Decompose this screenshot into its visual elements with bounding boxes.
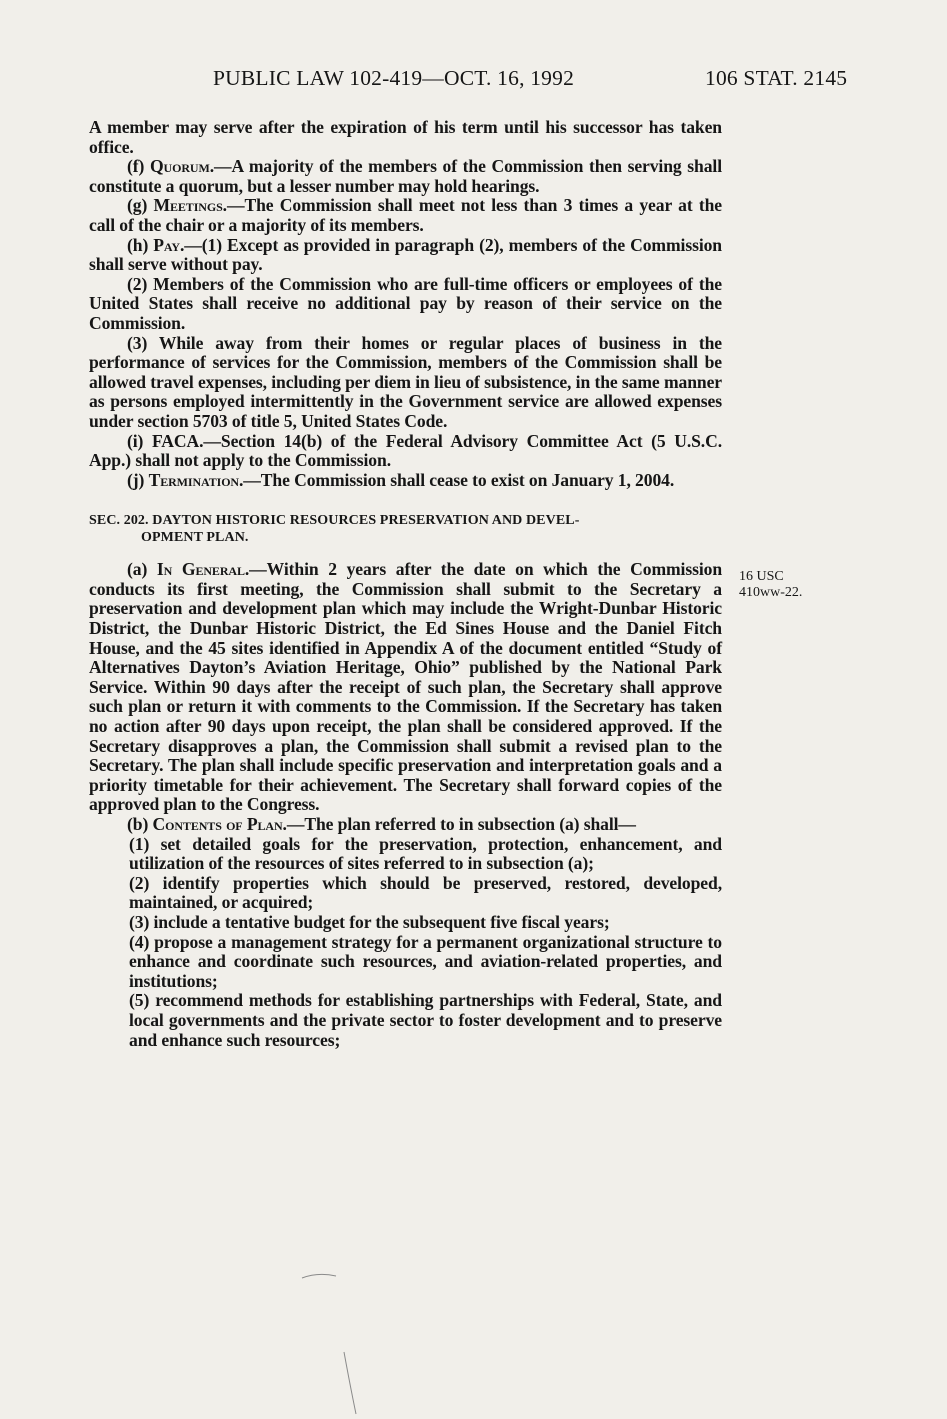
- paragraph-heading: Contents of Plan: [152, 814, 283, 834]
- scan-mark: [344, 1352, 356, 1414]
- section-heading-line1: SEC. 202. DAYTON HISTORIC RESOURCES PRESERVATION AND DEVEL-: [89, 513, 580, 529]
- paragraph-h3: (3) While away from their homes or regular places of business in the performance of services for the Commission, members of the Commission shall be allowed travel expenses, including per diem in lieu of subsistence, in the same manner as persons employed intermittently in the Government service are allowed expenses under section 5703 of title 5, United States Code.: [89, 332, 722, 431]
- paragraph-label: (j): [127, 469, 149, 490]
- page-header-title: PUBLIC LAW 102-419—OCT. 16, 1992: [213, 66, 575, 90]
- list-item: (1) set detailed goals for the preservation, protection, enhancement, and utilization of the resources of sites referred to in subsection (a);: [129, 833, 722, 874]
- paragraph-heading: Meetings: [153, 195, 223, 216]
- scan-mark: [302, 1274, 336, 1278]
- paragraph-text: .—The Commission shall meet not less than 3 times a year at the call of the chair or a majority of its members.: [89, 195, 722, 235]
- list-item: (2) identify properties which should be preserved, restored, developed, maintained, or acquired;: [129, 872, 722, 913]
- paragraph-label: (b): [127, 814, 153, 834]
- paragraph-text: .—(1) Except as provided in paragraph (2), members of the Commission shall serve without pay.: [89, 234, 722, 275]
- paragraph-heading: Quorum: [149, 156, 210, 177]
- paragraph-text: .—A majority of the members of the Commission then serving shall constitute a quorum, but a lesser number may hold hearings.: [89, 156, 722, 196]
- list-item: (4) propose a management strategy for a permanent organizational structure to enhance and coordinate such resources, and aviation-related properties, and institutions;: [129, 931, 722, 991]
- paragraph-label: (g): [127, 195, 154, 216]
- paragraph-text: .—The Commission shall cease to exist on January 1, 2004.: [239, 469, 675, 490]
- paragraph-member-term: A member may serve after the expiration of his term until his successor has taken office.: [89, 117, 722, 157]
- page-header-stat: 106 STAT. 2145: [705, 66, 848, 90]
- paragraph-heading: Termination: [148, 469, 239, 490]
- paragraph-text: .—The plan referred to in subsection (a) shall—: [282, 814, 636, 834]
- section-heading-line2: OPMENT PLAN.: [141, 530, 249, 546]
- list-item: (3) include a tentative budget for the subsequent five fiscal years;: [129, 911, 610, 932]
- paragraph-i-faca: (i) FACA.—Section 14(b) of the Federal Advisory Committee Act (5 U.S.C. App.) shall not apply to the Commission.: [89, 430, 722, 471]
- paragraph-label: (f): [127, 156, 150, 177]
- paragraph-label: (a): [127, 559, 157, 580]
- list-item: (5) recommend methods for establishing partnerships with Federal, State, and local governments and the private sector to foster development and to preserve and enhance such resources;: [129, 990, 722, 1050]
- paragraph-heading: Pay: [153, 234, 180, 255]
- paragraph-label: (h): [127, 234, 154, 255]
- margin-citation-line2: 410ww-22.: [739, 585, 803, 600]
- paragraph-h2: (2) Members of the Commission who are full-time officers or employees of the United States shall receive no additional pay by reason of their service on the Commission.: [89, 273, 722, 333]
- paragraph-text: .—Within 2 years after the date on which the Commission conducts its first meeting, the Commission shall submit to the Secretary a preservation and development plan which may include the Wright-Dunbar Historic District, the Dunbar Historic District, the Ed Sines House and the Daniel Fitch House, and the 45 sites identified in Appendix A of the document entitled “Study of Alternatives Dayton’s Aviation Heritage, Ohio” published by the National Park Service. Within 90 days after the receipt of such plan, the Secretary shall approve such plan or return it with comments to the Commission. If the Secretary has taken no action after 90 days upon receipt, the plan shall be considered approved. If the Secretary disapproves a plan, the Commission shall submit a revised plan to the Secretary. The plan shall include specific preservation and interpretation goals and a priority timetable for their achievement. The Secretary shall forward copies of the approved plan to the Congress.: [89, 559, 723, 815]
- paragraph-heading: In General: [156, 559, 245, 580]
- margin-citation-line1: 16 USC: [739, 569, 784, 584]
